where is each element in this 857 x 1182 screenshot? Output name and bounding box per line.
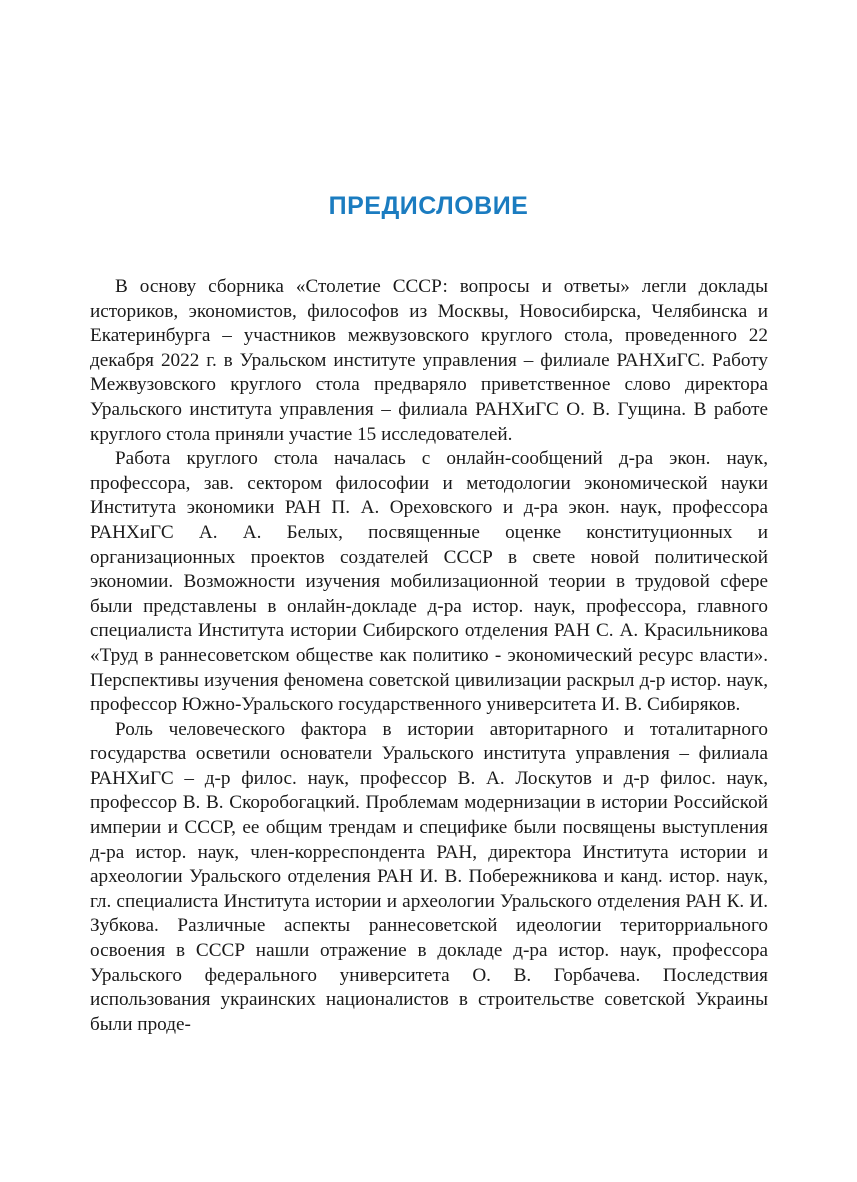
paragraph-1: В основу сборника «Столетие СССР: вопросы и ответы» легли доклады историков, экономистов, философов из Москвы, Новосибирска, Челябинска и Екатеринбурга – участников межвузовского круглого стола, проведенного 22 декабря 2022 г. в Уральском институте управления – филиале РАНХиГС. Работу Межвузовского круглого стола предваряло приветственное слово директора Уральского института управления – филиала РАНХиГС О. В. Гущина. В работе круглого стола приняли участие 15 исследователей. xyxy=(90,276,768,445)
page-title: ПРЕДИСЛОВИЕ xyxy=(328,192,529,220)
paragraph-3: Роль человеческого фактора в истории авторитарного и тоталитарного государства осветили основатели Уральского института управления – филиала РАНХиГС – д-р филос. наук, профессор В. А. Лоскутов и д-р филос. наук, профессор В. В. Скоробогацкий. Проблемам модернизации в истории Российской империи и СССР, ее общим трендам и специфике были посвящены выступления д-ра истор. наук, член-корреспондента РАН, директора Института истории и археологии Уральского отделения РАН И. В. Побережникова и канд. истор. наук, гл. специалиста Института истории и археологии Уральского отделения РАН К. И. Зубкова. Различные аспекты раннесоветской идеологии територриального освоения в СССР нашли отражение в докладе д-ра истор. наук, профессора Уральского федерального университета О. В. Горбачева. Последствия использования украинских националистов в строительстве советской Украины были проде- xyxy=(90,718,768,1035)
body-text xyxy=(90,275,768,1037)
paragraph-2: Работа круглого стола началась с онлайн-сообщений д-ра экон. наук, профессора, зав. сектором философии и методологии экономической науки Института экономики РАН П. А. Ореховского и д-ра экон. наук, профессора РАНХиГС А. А. Белых, посвященные оценке конституционных и организационных проектов создателей СССР в свете новой политической экономии. Возможности изучения мобилизационной теории в трудовой сфере были представлены в онлайн-докладе д-ра истор. наук, профессора, главного специалиста Института истории Сибирского отделения РАН С. А. Красильникова «Труд в раннесоветском обществе как политико - экономический ресурс власти». Перспективы изучения феномена советской цивилизации раскрыл д-р истор. наук, профессор Южно-Уральского государственного университета И. В. Сибиряков. xyxy=(90,448,768,716)
